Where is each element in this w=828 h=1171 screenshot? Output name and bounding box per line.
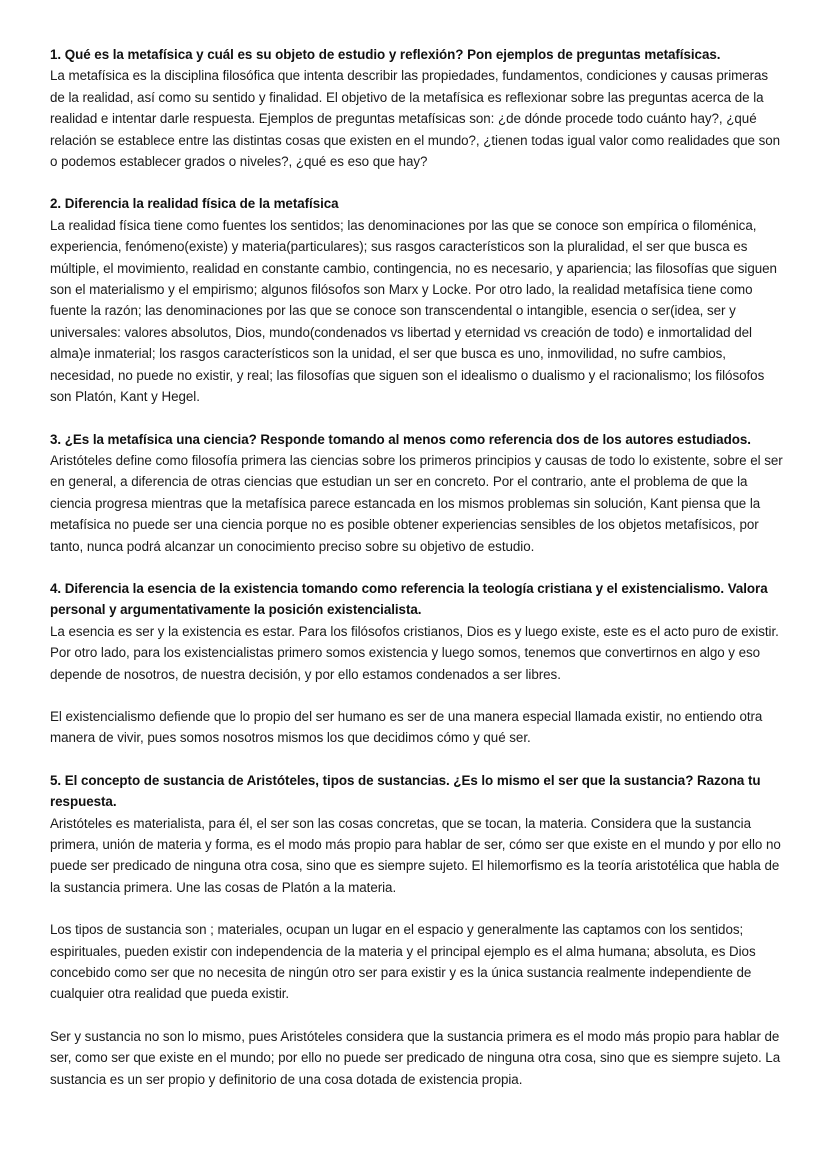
answer-paragraph: La esencia es ser y la existencia es estar. Para los filósofos cristianos, Dios es y luego existe, este es el acto puro de existir. Por otro lado, para los existencialistas primero somos existencia y luego somos, tenemos que convertirnos en algo y eso depende de nosotros, de nuestra decisión, y por ello estamos condenados a ser libres. xyxy=(50,623,779,682)
section-4 xyxy=(50,578,785,749)
section-1 xyxy=(50,44,785,172)
question-heading: 2. Diferencia la realidad física de la metafísica xyxy=(50,196,339,212)
answer-paragraph: La metafísica es la disciplina filosófica que intenta describir las propiedades, fundamentos, condiciones y causas primeras de la realidad, así como su sentido y finalidad. El objetivo de la metafísica es reflexionar sobre las preguntas acerca de la realidad e intentar darle respuesta. Ejemplos de preguntas metafísicas son: ¿de dónde procede todo cuánto hay?, ¿qué relación se establece entre las distintas cosas que existen en el mundo?, ¿tienen todas igual valor como realidades que son o podemos establecer grados o niveles?, ¿qué es eso que hay? xyxy=(50,68,781,170)
answer-paragraph: Aristóteles define como filosofía primera las ciencias sobre los primeros principios y causas de todo lo existente, sobre el ser en general, a diferencia de otras ciencias que estudian un ser en concreto. Por el contrario, ante el problema de que la ciencia progresa mientras que la metafísica parece estancada en los mismos problemas sin solución, Kant piensa que la metafísica no puede ser una ciencia porque no es posible obtener experiencias sensibles de los objetos metafísicos, por tanto, nunca podrá alcanzar un conocimiento preciso sobre su objetivo de estudio. xyxy=(50,452,783,554)
section-2 xyxy=(50,193,785,407)
section-5 xyxy=(50,770,785,1090)
answer-paragraph: El existencialismo defiende que lo propio del ser humano es ser de una manera especial llamada existir, no entiendo otra manera de vivir, pues somos nosotros mismos los que decidimos cómo y qué ser. xyxy=(50,708,763,746)
section-3 xyxy=(50,429,785,557)
document-page xyxy=(50,44,785,1111)
question-heading: 4. Diferencia la esencia de la existencia tomando como referencia la teología cristiana y el existencialismo. Valora personal y argumentativamente la posición existencialista. xyxy=(50,580,768,618)
answer-paragraph: Ser y sustancia no son lo mismo, pues Aristóteles considera que la sustancia primera es el modo más propio para hablar de ser, como ser que existe en el mundo; por ello no puede ser predicado de ninguna otra cosa, sino que es siempre sujeto. La sustancia es un ser propio y definitorio de una cosa dotada de existencia propia. xyxy=(50,1028,781,1087)
answer-paragraph: La realidad física tiene como fuentes los sentidos; las denominaciones por las que se conoce son empírica o filoménica, experiencia, fenómeno(existe) y materia(particulares); sus rasgos característicos son la pluralidad, el ser que busca es múltiple, el movimiento, realidad en constante cambio, contingencia, no es necesario, y apariencia; las filosofías que siguen son el materialismo y el empirismo; algunos filósofos son Marx y Locke. Por otro lado, la realidad metafísica tiene como fuente la razón; las denominaciones por las que se conoce son transcendental o intangible, esencia o ser(idea, ser y universales: valores absolutos, Dios, mundo(condenados vs libertad y eternidad vs creación de todo) e inmortalidad del alma)e inmaterial; los rasgos característicos son la unidad, el ser que busca es uno, inmovilidad, no sufre cambios, necesidad, no puede no existir, y real; las filosofías que siguen son el idealismo o dualismo y el racionalismo; los filósofos son Platón, Kant y Hegel. xyxy=(50,217,777,405)
answer-paragraph: Aristóteles es materialista, para él, el ser son las cosas concretas, que se tocan, la materia. Considera que la sustancia primera, unión de materia y forma, es el modo más propio para hablar de ser, cómo ser que existe en el mundo y por ello no puede ser predicado de ninguna otra cosa, sino que es siempre sujeto. El hilemorfismo es la teoría aristotélica que habla de la sustancia primera. Une las cosas de Platón a la materia. xyxy=(50,815,781,895)
question-heading: 1. Qué es la metafísica y cuál es su objeto de estudio y reflexión? Pon ejemplos de preguntas metafísicas. xyxy=(50,47,721,62)
question-heading: 3. ¿Es la metafísica una ciencia? Responde tomando al menos como referencia dos de los autores estudiados. xyxy=(50,431,751,447)
answer-paragraph: Los tipos de sustancia son ; materiales, ocupan un lugar en el espacio y generalmente las captamos con los sentidos; espirituales, pueden existir con independencia de la materia y el principal ejemplo es el alma humana; absoluta, es Dios concebido como ser que no necesita de ningún otro ser para existir y es la única sustancia realmente independiente de cualquier otra realidad que pueda existir. xyxy=(50,922,756,1002)
question-heading: 5. El concepto de sustancia de Aristóteles, tipos de sustancias. ¿Es lo mismo el ser que la sustancia? Razona tu respuesta. xyxy=(50,772,761,810)
